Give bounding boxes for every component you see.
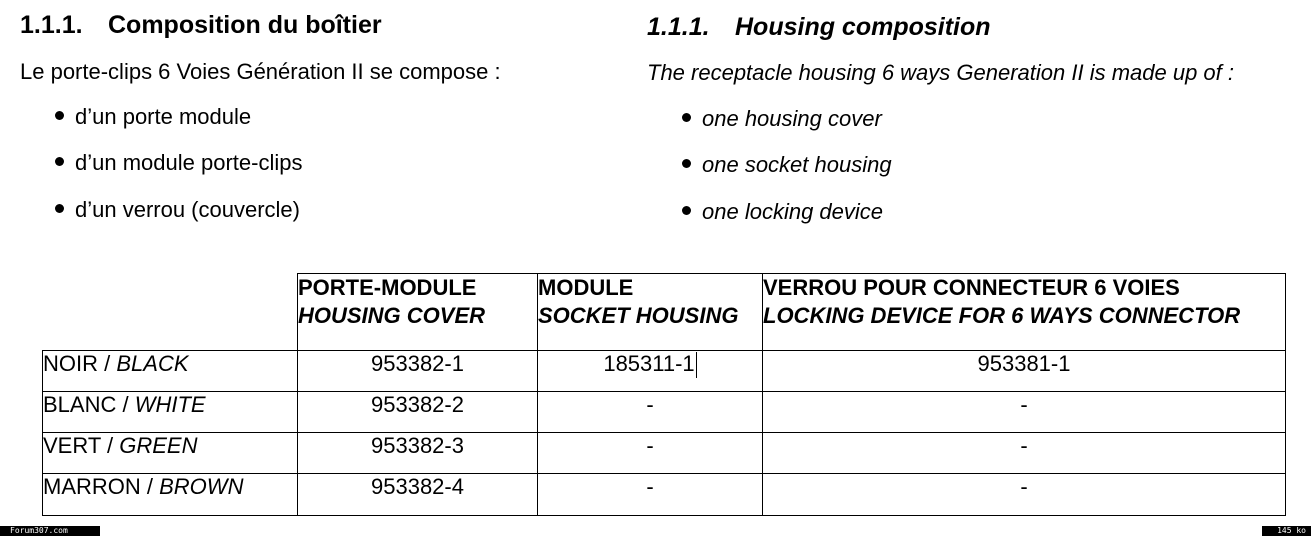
table-row <box>43 351 1286 392</box>
fr-bullet-item <box>55 104 251 130</box>
bullet-icon <box>682 113 691 122</box>
column-header-socket-housing <box>538 274 763 351</box>
en-intro: The receptacle housing 6 ways Generation II is made up of : <box>647 60 1234 85</box>
en-bullet-text: one housing cover <box>702 106 882 131</box>
cell-locking-device: - <box>763 474 1286 516</box>
table-header-row <box>43 274 1286 351</box>
column-header-fr: VERROU POUR CONNECTEUR 6 VOIES <box>763 275 1180 300</box>
bullet-icon <box>682 206 691 215</box>
en-bullet-text: one locking device <box>702 199 884 224</box>
cell-housing-cover: 953382-1 <box>298 351 538 392</box>
fr-bullet-item <box>55 150 302 176</box>
row-label-color <box>43 351 298 392</box>
en-heading <box>647 13 991 42</box>
cell-socket-housing: - <box>538 433 763 474</box>
fr-bullet-text: d’un verrou (couvercle) <box>75 197 300 222</box>
footer-filesize: 145 ko <box>1262 526 1311 536</box>
fr-heading-number: 1.1.1. <box>20 11 83 39</box>
fr-bullet-text: d’un module porte-clips <box>75 150 303 175</box>
fr-bullet-item <box>55 197 300 223</box>
fr-heading-title: Composition du boîtier <box>108 11 382 39</box>
cell-socket-value: 185311-1 <box>603 351 695 376</box>
column-header-fr: MODULE <box>538 275 634 300</box>
bullet-icon <box>55 157 64 166</box>
cell-locking-device: - <box>763 433 1286 474</box>
cell-socket-housing: - <box>538 474 763 516</box>
column-header-en: LOCKING DEVICE FOR 6 WAYS CONNECTOR <box>763 303 1241 328</box>
parts-table <box>42 273 1286 516</box>
column-header-locking-device <box>763 274 1286 351</box>
cell-housing-cover: 953382-3 <box>298 433 538 474</box>
cell-socket-housing: - <box>538 392 763 433</box>
text-cursor <box>696 352 697 378</box>
column-header-en: HOUSING COVER <box>298 303 486 328</box>
color-fr: BLANC / <box>43 392 129 417</box>
color-fr: MARRON / <box>43 474 153 499</box>
cell-locking-device: - <box>763 392 1286 433</box>
fr-intro: Le porte-clips 6 Voies Génération II se compose : <box>20 59 501 84</box>
en-bullet-item <box>682 106 882 132</box>
row-label-color <box>43 433 298 474</box>
color-en: GREEN <box>119 433 198 458</box>
table-corner-cell <box>43 274 298 351</box>
cell-locking-device: 953381-1 <box>763 351 1286 392</box>
column-header-fr: PORTE-MODULE <box>298 275 477 300</box>
bullet-icon <box>55 111 64 120</box>
fr-bullet-text: d’un porte module <box>75 104 252 129</box>
cell-housing-cover: 953382-4 <box>298 474 538 516</box>
color-fr: VERT / <box>43 433 114 458</box>
en-heading-title: Housing composition <box>735 13 991 41</box>
cell-socket-housing[interactable] <box>538 351 763 392</box>
color-en: BROWN <box>159 474 244 499</box>
color-fr: NOIR / <box>43 351 111 376</box>
fr-heading <box>20 11 382 40</box>
cell-housing-cover: 953382-2 <box>298 392 538 433</box>
table-row <box>43 392 1286 433</box>
footer-watermark: Forum307.com <box>0 526 100 536</box>
row-label-color <box>43 392 298 433</box>
en-heading-number: 1.1.1. <box>647 13 710 41</box>
table-row <box>43 474 1286 516</box>
table-row <box>43 433 1286 474</box>
color-en: BLACK <box>116 351 189 376</box>
en-bullet-text: one socket housing <box>702 152 892 177</box>
row-label-color <box>43 474 298 516</box>
en-bullet-item <box>682 152 892 178</box>
en-bullet-item <box>682 199 883 225</box>
color-en: WHITE <box>134 392 206 417</box>
bullet-icon <box>682 159 691 168</box>
bullet-icon <box>55 204 64 213</box>
column-header-housing-cover <box>298 274 538 351</box>
column-header-en: SOCKET HOUSING <box>538 303 739 328</box>
